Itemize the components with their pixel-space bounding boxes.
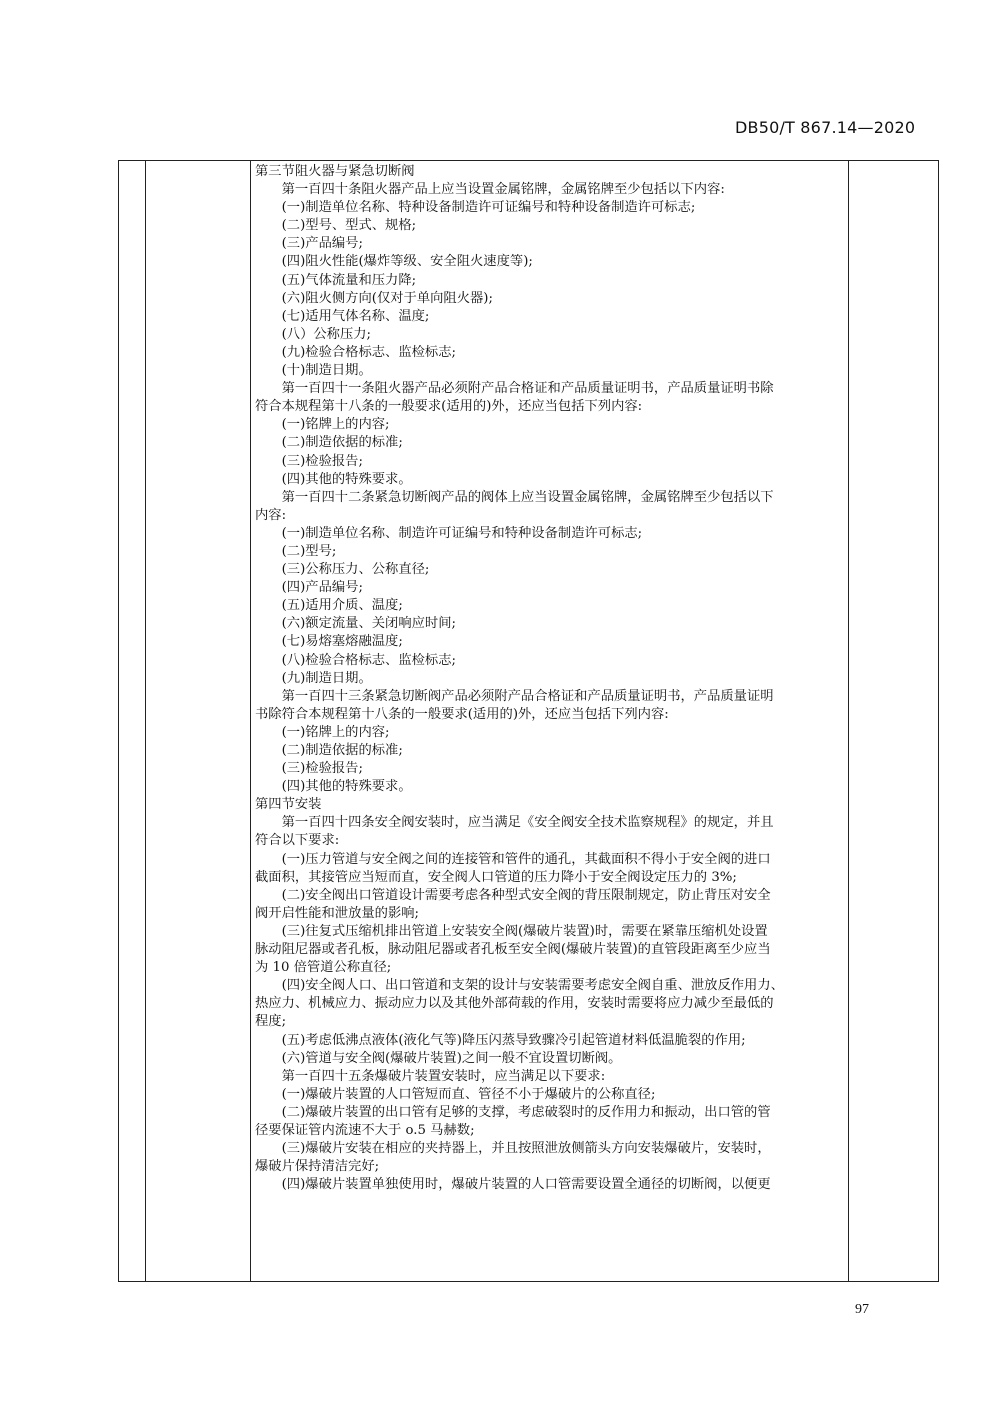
text-line: (八)检验合格标志、监检标志; xyxy=(255,652,457,668)
text-line: (六)管道与安全阀(爆破片装置)之间一般不宜设置切断阀。 xyxy=(255,1050,622,1066)
text-line: (一)制造单位名称、特种设备制造许可证编号和特种设备制造许可标志; xyxy=(255,200,696,216)
text-line: 截面积，其接管应当短而直，安全阀人口管道的压力降小于安全阀设定压力的 3%; xyxy=(255,869,737,885)
text-line: (八）公称压力; xyxy=(255,326,372,342)
text-line: (六)额定流量、关闭响应时间; xyxy=(255,616,457,632)
text-line: 第一百四十条阻火器产品上应当设置金属铭牌，金属铭牌至少包括以下内容: xyxy=(255,182,725,198)
text-line: 脉动阻尼器或者孔板，脉动阻尼器或者孔板至安全阀(爆破片装置)的直管段距离至少应当 xyxy=(255,942,771,958)
text-line: (七)易熔塞熔融温度; xyxy=(255,634,403,650)
document-code: DB50/T 867.14—2020 xyxy=(735,118,916,137)
text-line: 内容: xyxy=(255,507,287,523)
column-divider-2 xyxy=(250,161,251,1281)
text-line: (三)公称压力、公称直径; xyxy=(255,562,430,578)
page-number: 97 xyxy=(855,1302,869,1317)
text-line: 阀开启性能和泄放量的影响; xyxy=(255,905,420,921)
text-line: (三)检验报告; xyxy=(255,453,363,469)
text-line: (三)检验报告; xyxy=(255,761,363,777)
text-line: (一)爆破片装置的人口管短而直、管径不小于爆破片的公称直径; xyxy=(255,1086,656,1102)
text-line: 符合以下要求: xyxy=(255,833,340,849)
text-line: (六)阻火侧方向(仅对于单向阻火器); xyxy=(255,290,493,306)
text-line: 第一百四十一条阻火器产品必须附产品合格证和产品质量证明书，产品质量证明书除 xyxy=(255,381,774,397)
text-line: (九)制造日期。 xyxy=(255,670,372,686)
regulation-text xyxy=(255,163,849,1194)
text-line: (二)型号、型式、规格; xyxy=(255,218,417,234)
text-line: 第一百四十四条安全阀安装时，应当满足《安全阀安全技术监察规程》的规定，并且 xyxy=(255,815,774,831)
text-line: (四)安全阀人口、出口管道和支架的设计与安装需要考虑安全阀自重、泄放反作用力、 xyxy=(255,978,784,994)
text-line: (七)适用气体名称、温度; xyxy=(255,308,430,324)
text-line: 符合本规程第十八条的一般要求(适用的)外，还应当包括下列内容: xyxy=(255,399,643,415)
text-line: 第一百四十五条爆破片装置安装时，应当满足以下要求: xyxy=(255,1068,606,1084)
text-line: (五)考虑低沸点液体(液化气等)降压闪蒸导致骤冷引起管道材料低温脆裂的作用; xyxy=(255,1032,746,1048)
text-line: (三)往复式压缩机排出管道上安装安全阀(爆破片装置)时，需要在紧靠压缩机处设置 xyxy=(255,923,768,939)
text-line: (三)产品编号; xyxy=(255,236,363,252)
text-line: (四)爆破片装置单独使用时，爆破片装置的人口管需要设置全通径的切断阀，以便更 xyxy=(255,1177,771,1193)
text-line: 程度; xyxy=(255,1014,287,1030)
text-line: (二)制造依据的标准; xyxy=(255,743,403,758)
text-line: 为 10 倍管道公称直径; xyxy=(255,960,392,976)
text-line: (五)气体流量和压力降; xyxy=(255,272,417,288)
text-line: (一)铭牌上的内容; xyxy=(255,417,390,433)
text-line: (二)型号; xyxy=(255,543,337,559)
text-line: (四)产品编号; xyxy=(255,580,363,596)
text-line: 第一百四十三条紧急切断阀产品必须附产品合格证和产品质量证明书，产品质量证明 xyxy=(255,688,774,704)
text-line: (四)其他的特殊要求。 xyxy=(255,471,412,487)
text-line: (一)制造单位名称、制造许可证编号和特种设备制造许可标志; xyxy=(255,525,643,541)
text-line: (三)爆破片安装在相应的夹持器上，并且按照泄放侧箭头方向安装爆破片，安装时， xyxy=(255,1141,771,1157)
text-line: (四)阻火性能(爆炸等级、安全阻火速度等); xyxy=(255,254,533,270)
text-line: 第四节安装 xyxy=(255,797,322,813)
text-line: (四)其他的特殊要求。 xyxy=(255,779,412,795)
text-line: (二)安全阀出口管道设计需要考虑各种型式安全阀的背压限制规定，防止背压对安全 xyxy=(255,887,771,903)
text-line: (二)制造依据的标准; xyxy=(255,435,403,451)
text-line: (五)适用介质、温度; xyxy=(255,598,403,614)
text-line: 爆破片保持清洁完好; xyxy=(255,1159,380,1175)
text-line: 书除符合本规程第十八条的一般要求(适用的)外，还应当包括下列内容: xyxy=(255,706,669,722)
text-line: 热应力、机械应力、振动应力以及其他外部荷载的作用，安装时需要将应力减少至最低的 xyxy=(255,996,774,1012)
column-divider-1 xyxy=(145,161,146,1281)
text-line: 径要保证管内流速不大于 o.5 马赫数; xyxy=(255,1122,475,1138)
text-line: (十)制造日期。 xyxy=(255,363,372,379)
text-line: 第一百四十二条紧急切断阀产品的阀体上应当设置金属铭牌，金属铭牌至少包括以下 xyxy=(255,489,774,505)
content-table xyxy=(118,160,939,1282)
text-line: (一)压力管道与安全阀之间的连接管和管件的通孔，其截面积不得小于安全阀的进口 xyxy=(255,851,771,867)
text-line: (九)检验合格标志、监检标志; xyxy=(255,344,457,360)
text-line: (一)铭牌上的内容; xyxy=(255,724,390,740)
text-line: (二)爆破片装置的出口管有足够的支撑，考虑破裂时的反作用力和振动，出口管的管 xyxy=(255,1104,771,1120)
text-line: 第三节阻火器与紧急切断阀 xyxy=(255,164,415,179)
